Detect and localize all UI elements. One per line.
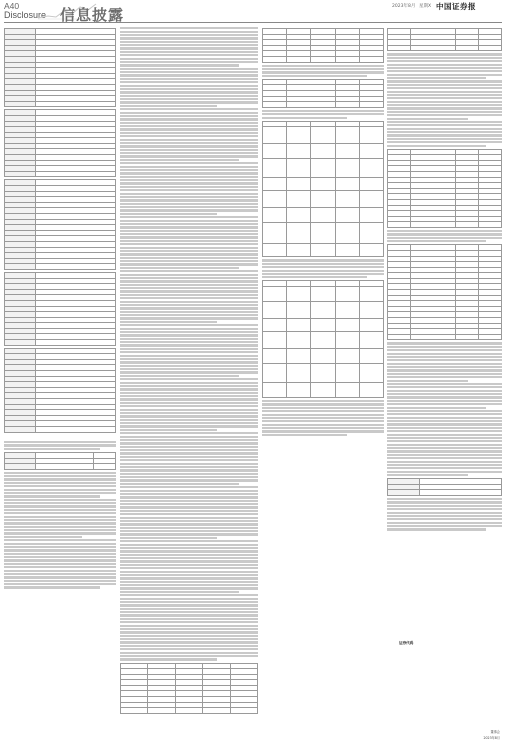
info-table [4, 348, 116, 433]
data-table [262, 121, 384, 258]
column-2 [120, 26, 258, 716]
data-table [120, 663, 258, 714]
data-table [387, 244, 502, 340]
data-table [387, 28, 502, 51]
data-table [387, 149, 502, 228]
data-table [4, 452, 116, 470]
page-header [0, 0, 506, 22]
data-table [387, 478, 502, 496]
info-table [4, 109, 116, 177]
section-name-en: Disclosure [4, 10, 47, 20]
info-table [4, 272, 116, 346]
info-table [4, 28, 116, 107]
newspaper-masthead: 中国证券报 [436, 2, 476, 11]
board-signoff: 董事会 [490, 730, 500, 734]
column-1 [4, 26, 116, 590]
info-table [4, 179, 116, 270]
signoff-date: 2023年8月 [483, 736, 500, 740]
article-title [4, 436, 116, 439]
data-table [262, 280, 384, 398]
data-table [262, 28, 384, 63]
issue-date: 2023年8月 [392, 4, 416, 9]
column-3 [262, 26, 384, 437]
issue-weekday: 星期X [419, 4, 432, 9]
header-divider [4, 22, 502, 23]
notice-heading: 证券代码 [399, 641, 414, 645]
column-4 [387, 26, 502, 532]
page-number: A40 [4, 1, 20, 11]
data-table [262, 79, 384, 108]
section-title: 信息披露 [60, 6, 125, 24]
